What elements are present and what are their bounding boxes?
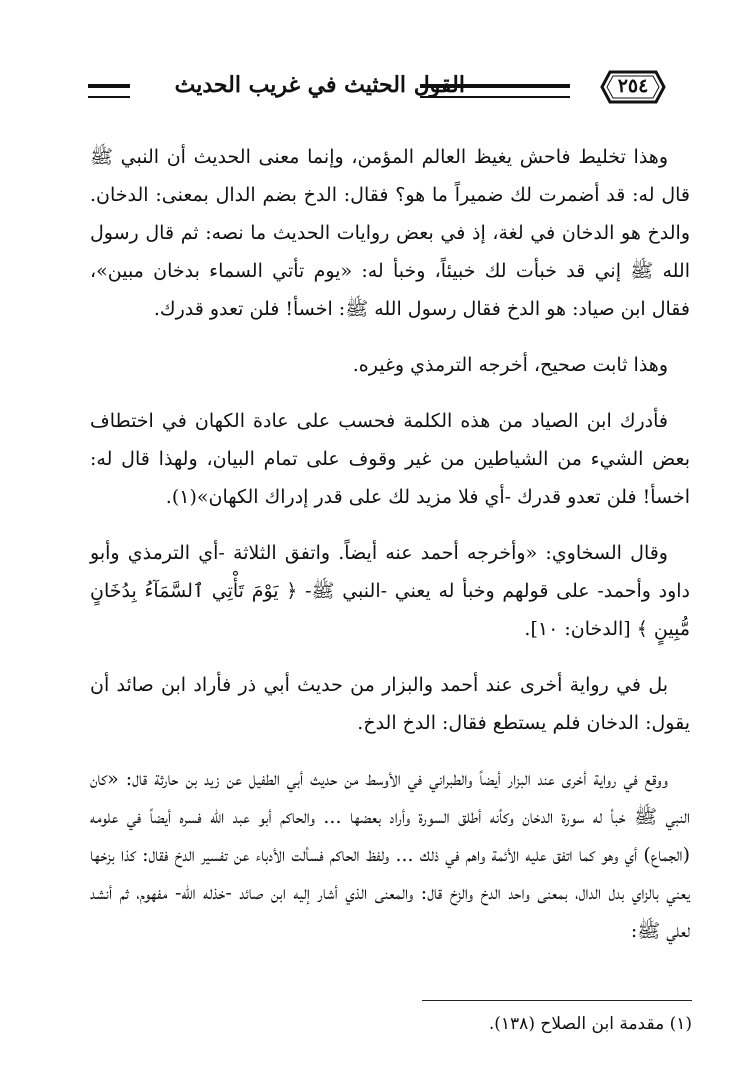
footnote-divider <box>422 1000 692 1001</box>
page-number-badge <box>600 70 666 104</box>
main-text <box>90 138 690 968</box>
running-header <box>80 68 670 112</box>
paragraph: وقال السخاوي: «وأخرجه أحمد عنه أيضاً. واتفق الثلاثة -أي الترمذي وأبو داود وأحمد- على قولهم وخبأ له يعني -النبي ﷺ- ﴿ يَوْمَ تَأْتِي ٱلسَّمَآءُ بِدُخَانٍ مُّبِينٍ ﴾ [الدخان: ١٠]. <box>90 542 690 640</box>
paragraph: فأدرك ابن الصياد من هذه الكلمة فحسب على عادة الكهان في اختطاف بعض الشيء من الشياطين من غير وقوف على تمام البيان، ولهذا قال له: اخسأ! فلن تعدو قدرك -أي فلا مزيد لك على قدر إدراك الكهان»(١). <box>90 410 690 508</box>
paragraph: بل في رواية أخرى عند أحمد والبزار من حديث أبي ذر فأراد ابن صائد أن يقول: الدخان فلم يستطع فقال: الدخ الدخ. <box>90 674 690 734</box>
header-rule-left <box>88 84 130 98</box>
paragraph: وهذا ثابت صحيح، أخرجه الترمذي وغيره. <box>352 354 668 376</box>
paragraph: ووقع في رواية أخرى عند البزار أيضاً والطبراني في الأوسط من حديث أبي الطفيل عن زيد بن حارثة قال: «كان النبي ﷺ خبأ له سورة الدخان وكأنه أطلق السورة وأراد بعضها ... والحاكم أبو عبد الله فسره أيضاً في علومه (الجماع) أي وهو كما اتفق عليه الأئمة واهم في ذلك ... ولفظ الحاكم فسألت الأدباء عن تفسير الدخ فقال: كذا بزخها يعني بالزاي بدل الدال، بمعنى واحد الدخ والزخ قال: والمعنى الذي أشار إليه ابن صائد -خذله الله- مفهوم، ثم أنشد لعلي ﷺ: <box>90 768 690 942</box>
header-rule-right <box>420 84 570 98</box>
paragraph: وهذا تخليط فاحش يغيظ العالم المؤمن، وإنما معنى الحديث أن النبي ﷺ قال له: قد أضمرت لك ضميراً ما هو؟ فقال: الدخ بضم الدال بمعنى: الدخان. والدخ هو الدخان في لغة، إذ في بعض روايات الحديث ما نصه: ثم قال رسول الله ﷺ إني قد خبأت لك خبيئاً، وخبأ له: «يوم تأتي السماء بدخان مبين»، فقال ابن صياد: هو الدخ فقال رسول الله ﷺ: اخسأ! فلن تعدو قدرك. <box>90 146 690 320</box>
footnote: (١) مقدمة ابن الصلاح (١٣٨). <box>488 1014 692 1034</box>
page-number: ٢٥٤ <box>617 75 649 97</box>
running-title: القول الحثيث في غريب الحديث <box>174 72 465 98</box>
